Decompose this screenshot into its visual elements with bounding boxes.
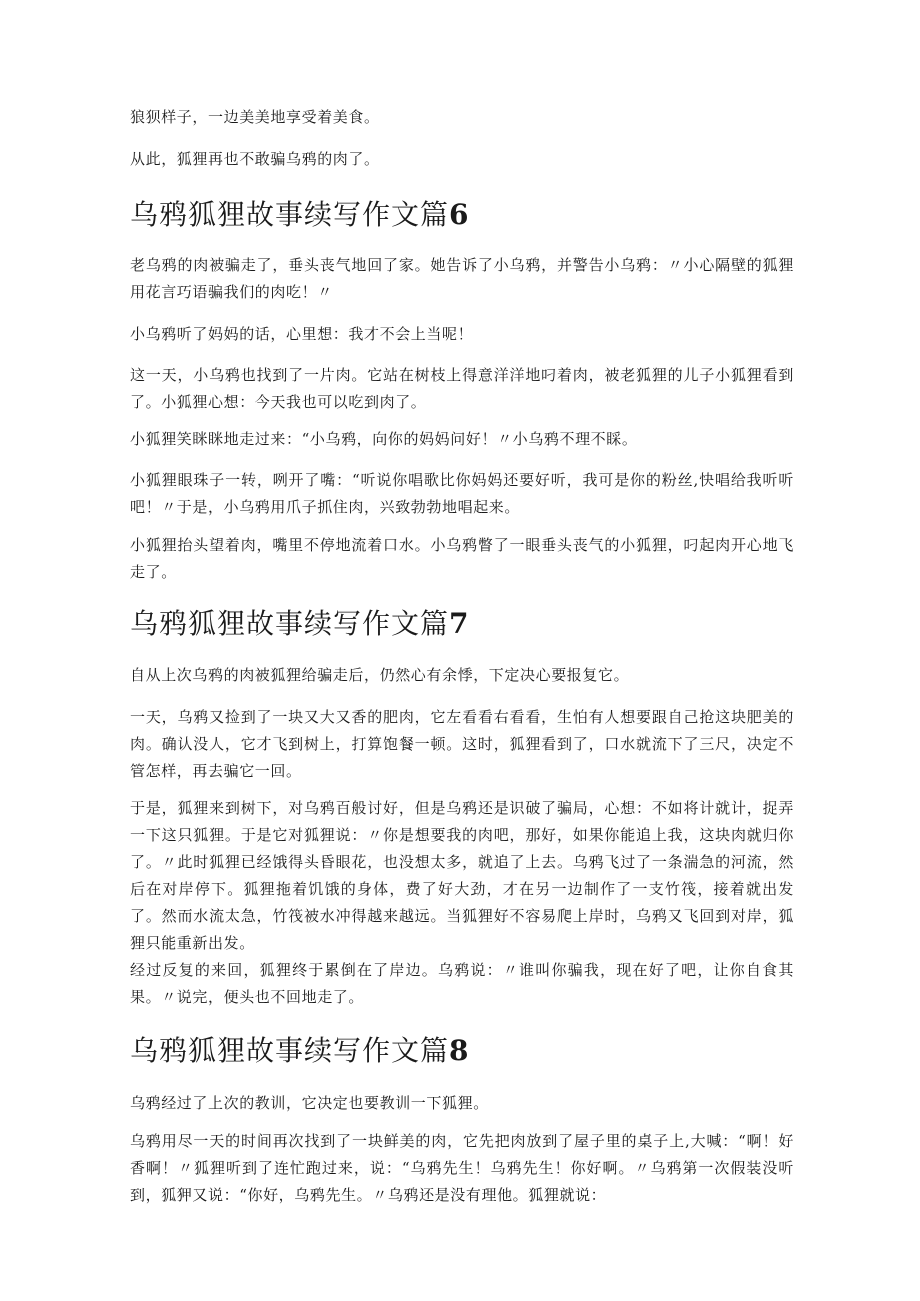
paragraph: 小狐狸笑眯眯地走过来：“小乌鸦，向你的妈妈问好！〃小乌鸦不理不睬。 xyxy=(130,430,638,448)
section-6-heading xyxy=(130,197,794,233)
heading-text: 乌鸦狐狸故事续写作文篇 xyxy=(130,1034,450,1067)
paragraph: 狼狈样子，一边美美地享受着美食。 xyxy=(130,108,380,126)
paragraph: 这一天，小乌鸦也找到了一片肉。它站在树枝上得意洋洋地叼着肉，被老狐狸的儿子小狐狸看到了。小狐狸心想：今天我也可以吃到肉了。 xyxy=(130,366,794,411)
paragraph: 乌鸦用尽一天的时间再次找到了一块鲜美的肉，它先把肉放到了屋子里的桌子上,大喊：“啊！好香啊！〃狐狸听到了连忙跑过来，说：“乌鸦先生！乌鸦先生！你好啊。〃乌鸦第一次假装没听到，狐狎又说：“你好，乌鸦先生。〃乌鸦还是没有理他。狐狸就说： xyxy=(130,1132,794,1204)
section-8-heading xyxy=(130,1033,794,1069)
heading-number: 7 xyxy=(449,607,470,640)
heading-text: 乌鸦狐狸故事续写作文篇 xyxy=(130,607,450,640)
heading-number: 8 xyxy=(449,1034,470,1067)
paragraph: 老乌鸦的肉被骗走了，垂头丧气地回了家。她告诉了小乌鸦，并警告小乌鸦：〃小心隔壁的狐狸用花言巧语骗我们的肉吃！〃 xyxy=(130,256,794,301)
paragraph: 小乌鸦听了妈妈的话，心里想：我才不会上当呢！ xyxy=(130,325,474,343)
paragraph: 乌鸦经过了上次的教训，它决定也要教训一下狐狸。 xyxy=(130,1094,489,1112)
paragraph: 经过反复的来回，狐狸终于累倒在了岸边。乌鸦说：〃谁叫你骗我，现在好了吧，让你自食其果。〃说完，便头也不回地走了。 xyxy=(130,961,794,1006)
paragraph: 一天，乌鸦又捡到了一块又大又香的肥肉，它左看看右看看，生怕有人想要跟自己抢这块肥美的肉。确认没人，它才飞到树上，打算饱餐一顿。这时，狐狸看到了，口水就流下了三尺，决定不管怎样，再去骗它一回。 xyxy=(130,708,794,780)
section-7-heading xyxy=(130,606,794,642)
paragraph: 小狐狸抬头望着肉，嘴里不停地流着口水。小乌鸦瞥了一眼垂头丧气的小狐狸，叼起肉开心地飞走了。 xyxy=(130,536,794,581)
heading-text: 乌鸦狐狸故事续写作文篇 xyxy=(130,198,450,231)
paragraph: 于是，狐狸来到树下，对乌鸦百般讨好，但是乌鸦还是识破了骗局，心想：不如将计就计，捉弄一下这只狐狸。于是它对狐狸说：〃你是想要我的肉吧，那好，如果你能追上我，这块肉就归你了。〃此时狐狸已经饿得头昏眼花，也没想太多，就追了上去。乌鸦飞过了一条湍急的河流，然后在对岸停下。狐狸拖着饥饿的身体，费了好大劲，才在另一边制作了一支竹筏，接着就出发了。然而水流太急，竹筏被水冲得越来越远。当狐狸好不容易爬上岸时，乌鸦又飞回到对岸，狐狸只能重新出发。 xyxy=(130,799,794,952)
paragraph: 自从上次乌鸦的肉被狐狸给骗走后，仍然心有余悸，下定决心要报复它。 xyxy=(130,666,630,684)
paragraph: 从此，狐狸再也不敢骗乌鸦的肉了。 xyxy=(130,150,380,168)
paragraph: 小狐狸眼珠子一转，咧开了嘴：“听说你唱歌比你妈妈还要好听，我可是你的粉丝,快唱给我听听吧！〃于是，小乌鸦用爪子抓住肉，兴致勃勃地唱起来。 xyxy=(130,471,794,516)
heading-number: 6 xyxy=(449,198,470,231)
